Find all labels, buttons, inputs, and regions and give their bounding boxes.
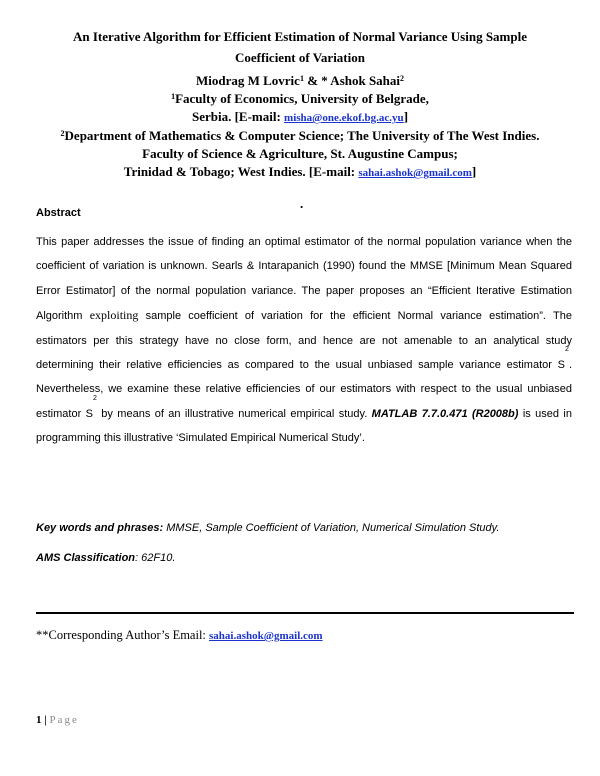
author-2-email-link[interactable]: sahai.ashok@gmail.com — [358, 167, 472, 179]
affiliation-1-line-1: $^1$Faculty of Economics, University of Belgrade, — [171, 91, 429, 106]
authors-line: Miodrag M Lovric$^1$ & * Ashok Sahai$^2$ — [195, 73, 405, 88]
keywords — [36, 522, 499, 534]
page-footer: 1 | Page — [36, 714, 79, 726]
title-line-2: Coefficient of Variation — [235, 50, 365, 65]
stray-dot: . — [300, 196, 304, 211]
footnote-divider — [36, 612, 574, 614]
ams-label: AMS Classification — [36, 552, 136, 564]
page-number: 1 — [36, 714, 42, 726]
affiliation-1-line-2: Serbia. [E-mail: misha@one.ekof.bg.ac.yu] — [191, 109, 409, 124]
author-block — [40, 72, 560, 182]
author-2: & * Ashok Sahai — [303, 73, 401, 88]
author-1: Miodrag M Lovric — [195, 73, 300, 88]
affiliation-2-line-2: Faculty of Science & Agriculture, St. Augustine Campus; — [142, 146, 458, 161]
matlab-version: MATLAB 7.7.0.471 (R2008b) — [371, 407, 519, 420]
abstract-body: This paper addresses the issue of finding an optimal estimator of the normal population variance when the coefficient of variation is unknown. Searls & Intarapanich (1990) found the MMSE [Minimum Mean Squared Error Estimator] of the normal population variance. The paper proposes an “Efficient Iterative Estimation Algorithm exploiting sample coefficient of variation for the efficient Normal variance estimation”. The estimators per this strategy have no close form, and hence are not amenable to an analytical study determining their relative efficiencies as compared to the usual unbiased sample variance estimator $S^2$. Nevertheless, we examine these relative efficiencies of our estimators with respect to the usual unbiased estimator $S^2$ by means of an illustrative numerical empirical study. MATLAB 7.7.0.471 (R2008b) is used in programming this illustrative ‘Simulated Empirical Numerical Study’. — [36, 236, 572, 445]
title-line-1: An Iterative Algorithm for Efficient Estimation of Normal Variance Using Sample — [73, 29, 527, 44]
ams-value: : 62F10. — [135, 552, 176, 564]
affiliation-2-line-3: Trinidad & Tobago; West Indies. [E-mail: sahai.ashok@gmail.com] — [123, 164, 477, 179]
abstract-heading: Abstract — [36, 207, 81, 219]
corresponding-author: **Corresponding Author’s Email: sahai.ashok@gmail.com — [36, 628, 323, 642]
affiliation-2-line-1: $^2$Department of Mathematics & Computer Science; The University of The West Indies. — [60, 128, 540, 143]
corresponding-email-link[interactable]: sahai.ashok@gmail.com — [209, 630, 323, 642]
keywords-label: Key words and phrases: — [36, 522, 164, 534]
page-label: Page — [49, 714, 79, 726]
ams-classification — [36, 552, 175, 564]
keywords-value: MMSE, Sample Coefficient of Variation, Numerical Simulation Study. — [163, 522, 500, 534]
paper-title — [40, 26, 560, 68]
author-1-email-link[interactable]: misha@one.ekof.bg.ac.yu — [284, 112, 404, 124]
